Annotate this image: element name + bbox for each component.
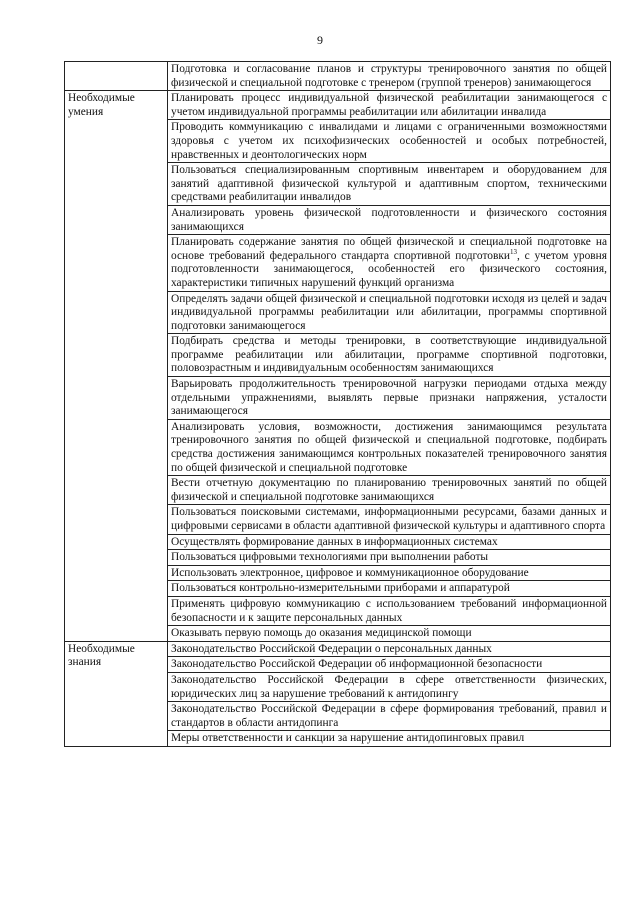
item-cell: Использовать электронное, цифровое и коммуникационное оборудование — [168, 565, 611, 581]
item-cell: Законодательство Российской Федерации в сфере ответственности физических, юридических лиц за нарушение требований к антидопингу — [168, 672, 611, 701]
page-number: 9 — [317, 33, 323, 47]
category-cell-skills: Необходимые умения — [65, 91, 168, 642]
item-cell: Определять задачи общей физической и специальной подготовки исходя из целей и задач индивидуальной программы реабилитации или абилитации, программы спортивной подготовки занимающегося — [168, 291, 611, 334]
item-cell: Анализировать уровень физической подготовленности и физического состояния занимающихся — [168, 205, 611, 234]
footnote-ref: 13 — [510, 247, 518, 256]
item-cell: Пользоваться специализированным спортивным инвентарем и оборудованием для занятий адаптивной физической культурой и адаптивным спортом, техническими средствами реабилитации инвалидов — [168, 163, 611, 206]
category-cell — [65, 62, 168, 91]
category-cell-knowledge: Необходимые знания — [65, 641, 168, 746]
item-cell: Меры ответственности и санкции за нарушение антидопинговых правил — [168, 731, 611, 747]
item-cell: Законодательство Российской Федерации в сфере формирования требований, правил и стандартов в области антидопинга — [168, 702, 611, 731]
item-text: Планировать содержание занятия по общей физической и специальной подготовке на основе требований федерального стандарта спортивной подготовки — [171, 236, 607, 262]
item-cell: Варьировать продолжительность тренировочной нагрузки периодами отдыха между отдельными упражнениями, выявлять первые признаки напряжения, усталости занимающегося — [168, 377, 611, 420]
item-cell: Планировать процесс индивидуальной физической реабилитации занимающегося с учетом индивидуальной программы реабилитации или абилитации инвалида — [168, 91, 611, 120]
item-cell: Законодательство Российской Федерации об информационной безопасности — [168, 657, 611, 673]
item-cell: Пользоваться поисковыми системами, информационными ресурсами, базами данных и цифровыми сервисами в области адаптивной физической культуры и адаптивного спорта — [168, 505, 611, 534]
item-text-continuation: , с учетом уровня подготовленности занимающегося, особенностей его физического состояния, характеристики типичных нарушений функций организма — [171, 249, 607, 289]
competency-table — [64, 61, 611, 747]
table-row — [65, 641, 611, 657]
item-cell: Осуществлять формирование данных в информационных системах — [168, 534, 611, 550]
item-cell: Подбирать средства и методы тренировки, в соответствующие индивидуальной программе реабилитации или абилитации, программе спортивной подготовки, половозрастным и индивидуальным особенностям занимающихся — [168, 334, 611, 377]
table-row — [65, 91, 611, 120]
item-cell: Законодательство Российской Федерации о персональных данных — [168, 641, 611, 657]
item-cell: Анализировать условия, возможности, достижения занимающимся результата тренировочного занятия по общей физической и специальной подготовке, подбирать средства достижения занимающимся контрольных показателей тренировочного занятия по общей физической и специальной подготовке — [168, 419, 611, 475]
item-cell: Подготовка и согласование планов и структуры тренировочного занятия по общей физической и специальной подготовке с тренером (группой тренеров) занимающегося — [168, 62, 611, 91]
item-cell: Пользоваться контрольно-измерительными приборами и аппаратурой — [168, 581, 611, 597]
item-cell: Пользоваться цифровыми технологиями при выполнении работы — [168, 550, 611, 566]
item-cell: Проводить коммуникацию с инвалидами и лицами с ограниченными возможностями здоровья с учетом их психофизических особенностей и особых потребностей, нравственных и деонтологических норм — [168, 120, 611, 163]
item-cell: Применять цифровую коммуникацию с использованием требований информационной безопасности и к защите персональных данных — [168, 596, 611, 625]
item-cell — [168, 235, 611, 291]
table-row — [65, 62, 611, 91]
item-cell: Оказывать первую помощь до оказания медицинской помощи — [168, 626, 611, 642]
item-cell: Вести отчетную документацию по планированию тренировочных занятий по общей физической и специальной подготовке занимающихся — [168, 476, 611, 505]
